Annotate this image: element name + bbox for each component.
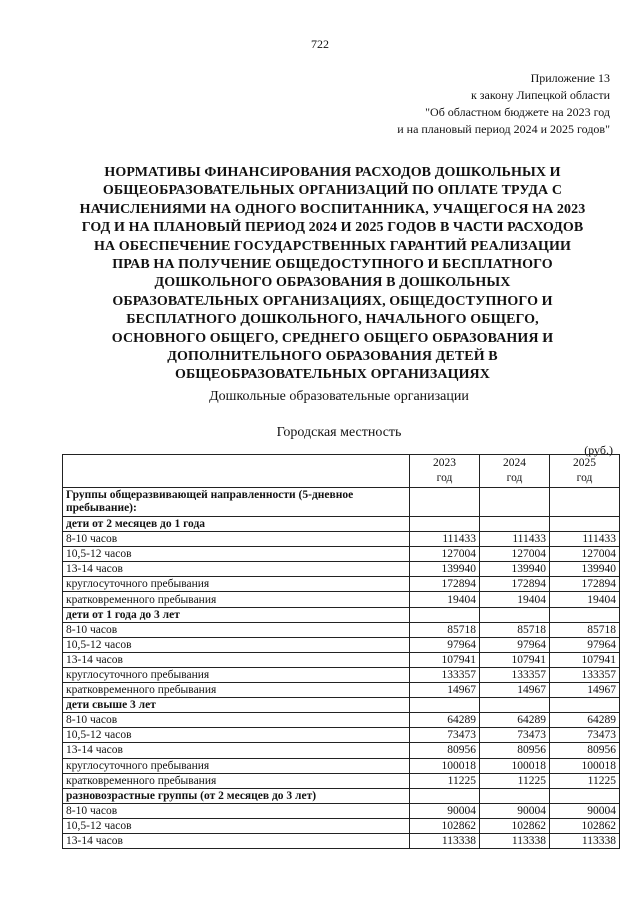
empty-cell [410, 788, 480, 803]
empty-cell [480, 517, 550, 532]
value-cell-2023: 97964 [410, 637, 480, 652]
value-cell-2023: 139940 [410, 562, 480, 577]
value-cell-2025: 85718 [550, 622, 620, 637]
table-row [63, 622, 620, 637]
document-title [60, 164, 605, 385]
empty-cell [550, 698, 620, 713]
section-title: дети от 2 месяцев до 1 года [63, 517, 410, 532]
value-cell-2025: 107941 [550, 652, 620, 667]
title-line: ОБЩЕОБРАЗОВАТЕЛЬНЫХ ОРГАНИЗАЦИЯХ [175, 367, 490, 383]
table-row [63, 592, 620, 607]
year-value: 2025 [573, 457, 596, 469]
empty-cell [480, 488, 550, 517]
header-year-2023 [410, 455, 480, 488]
empty-cell [410, 607, 480, 622]
value-cell-2024: 11225 [480, 773, 550, 788]
value-cell-2025: 80956 [550, 743, 620, 758]
value-cell-2023: 85718 [410, 622, 480, 637]
value-cell-2023: 19404 [410, 592, 480, 607]
section-title-row [63, 788, 620, 803]
value-cell-2023: 90004 [410, 803, 480, 818]
row-label: 10,5-12 часов [63, 637, 410, 652]
page-number: 722 [311, 37, 329, 51]
value-cell-2024: 85718 [480, 622, 550, 637]
value-cell-2023: 107941 [410, 652, 480, 667]
empty-cell [410, 517, 480, 532]
value-cell-2023: 102862 [410, 818, 480, 833]
group-title-row [63, 488, 620, 517]
value-cell-2023: 11225 [410, 773, 480, 788]
section-title: дети свыше 3 лет [63, 698, 410, 713]
empty-cell [550, 517, 620, 532]
section-title-row [63, 698, 620, 713]
value-cell-2024: 102862 [480, 818, 550, 833]
value-cell-2025: 14967 [550, 683, 620, 698]
section-title: разновозрастные группы (от 2 месяцев до 3 лет) [63, 788, 410, 803]
row-label: 13-14 часов [63, 652, 410, 667]
value-cell-2025: 127004 [550, 547, 620, 562]
value-cell-2023: 111433 [410, 532, 480, 547]
row-label: 8-10 часов [63, 713, 410, 728]
section-title-row [63, 517, 620, 532]
row-label: 8-10 часов [63, 803, 410, 818]
value-cell-2024: 111433 [480, 532, 550, 547]
value-cell-2023: 80956 [410, 743, 480, 758]
row-label: круглосуточного пребывания [63, 667, 410, 682]
value-cell-2024: 139940 [480, 562, 550, 577]
title-line: БЕСПЛАТНОГО ДОШКОЛЬНОГО, НАЧАЛЬНОГО ОБЩЕГО, [126, 312, 539, 328]
title-line: ДОПОЛНИТЕЛЬНОГО ОБРАЗОВАНИЯ ДЕТЕЙ В [167, 349, 498, 365]
title-line: ОБЩЕОБРАЗОВАТЕЛЬНЫХ ОРГАНИЗАЦИЙ ПО ОПЛАТЕ ТРУДА С [102, 183, 563, 199]
header-year-2024 [480, 455, 550, 488]
value-cell-2024: 14967 [480, 683, 550, 698]
row-label: кратковременного пребывания [63, 683, 410, 698]
table-row [63, 637, 620, 652]
value-cell-2025: 113338 [550, 833, 620, 848]
value-cell-2025: 100018 [550, 758, 620, 773]
title-line: НОРМАТИВЫ ФИНАНСИРОВАНИЯ РАСХОДОВ ДОШКОЛЬНЫХ И [104, 165, 561, 180]
empty-cell [550, 488, 620, 517]
section-title-row [63, 607, 620, 622]
title-line: ДОШКОЛЬНОГО ОБРАЗОВАНИЯ В ДОШКОЛЬНЫХ [154, 275, 511, 291]
title-line: НА ОБЕСПЕЧЕНИЕ ГОСУДАРСТВЕННЫХ ГАРАНТИЙ РЕАЛИЗАЦИИ [93, 238, 572, 254]
year-suffix: год [506, 472, 523, 484]
empty-cell [480, 698, 550, 713]
title-line: ГОД И НА ПЛАНОВЫЙ ПЕРИОД 2024 И 2025 ГОДОВ В ЧАСТИ РАСХОДОВ [81, 220, 584, 236]
row-label: круглосуточного пребывания [63, 758, 410, 773]
table-row [63, 532, 620, 547]
table-row [63, 743, 620, 758]
value-cell-2024: 172894 [480, 577, 550, 592]
appendix-line: к закону Липецкой области [470, 88, 610, 102]
value-cell-2025: 172894 [550, 577, 620, 592]
value-cell-2025: 11225 [550, 773, 620, 788]
title-line: ОБРАЗОВАТЕЛЬНЫХ ОРГАНИЗАЦИЯХ, ОБЩЕДОСТУПНОГО И [112, 293, 553, 309]
row-label: кратковременного пребывания [63, 773, 410, 788]
value-cell-2025: 102862 [550, 818, 620, 833]
empty-cell [410, 488, 480, 517]
table-row [63, 652, 620, 667]
value-cell-2023: 113338 [410, 833, 480, 848]
table-row [63, 577, 620, 592]
table-row [63, 713, 620, 728]
title-line: ПРАВ НА ПОЛУЧЕНИЕ ОБЩЕДОСТУПНОГО И БЕСПЛАТНОГО [112, 257, 553, 273]
empty-cell [410, 698, 480, 713]
value-cell-2025: 90004 [550, 803, 620, 818]
value-cell-2023: 100018 [410, 758, 480, 773]
value-cell-2024: 80956 [480, 743, 550, 758]
area-subtitle: Городская местность [276, 425, 402, 440]
value-cell-2025: 111433 [550, 532, 620, 547]
row-label: круглосуточного пребывания [63, 577, 410, 592]
value-cell-2024: 133357 [480, 667, 550, 682]
row-label: 8-10 часов [63, 622, 410, 637]
row-label: 13-14 часов [63, 743, 410, 758]
table-row [63, 818, 620, 833]
table-row [63, 803, 620, 818]
table-row [63, 683, 620, 698]
norms-table [62, 454, 620, 849]
year-suffix: год [576, 472, 593, 484]
value-cell-2025: 73473 [550, 728, 620, 743]
value-cell-2025: 97964 [550, 637, 620, 652]
title-line: НАЧИСЛЕНИЯМИ НА ОДНОГО ВОСПИТАННИКА, УЧАЩЕГОСЯ НА 2023 [79, 201, 586, 217]
value-cell-2025: 139940 [550, 562, 620, 577]
norms-table-body [63, 455, 620, 849]
year-value: 2024 [503, 457, 526, 469]
table-row [63, 758, 620, 773]
empty-cell [550, 788, 620, 803]
empty-cell [550, 607, 620, 622]
appendix-block [397, 70, 610, 138]
value-cell-2023: 127004 [410, 547, 480, 562]
value-cell-2024: 107941 [480, 652, 550, 667]
empty-cell [480, 607, 550, 622]
value-cell-2023: 64289 [410, 713, 480, 728]
row-label: 13-14 часов [63, 833, 410, 848]
year-suffix: год [436, 472, 453, 484]
row-label: 13-14 часов [63, 562, 410, 577]
row-label: 8-10 часов [63, 532, 410, 547]
section-title: дети от 1 года до 3 лет [63, 607, 410, 622]
appendix-line: и на плановый период 2024 и 2025 годов" [397, 122, 610, 136]
row-label: 10,5-12 часов [63, 547, 410, 562]
section-subtitle: Дошкольные образовательные организации [209, 389, 469, 404]
value-cell-2023: 133357 [410, 667, 480, 682]
value-cell-2024: 64289 [480, 713, 550, 728]
table-row [63, 547, 620, 562]
empty-cell [480, 788, 550, 803]
table-header-row [63, 455, 620, 488]
group-title: Группы общеразвивающей направленности (5-дневное пребывание): [63, 488, 410, 517]
year-value: 2023 [433, 457, 456, 469]
unit-label: (руб.) [584, 443, 613, 457]
value-cell-2025: 133357 [550, 667, 620, 682]
row-label: 10,5-12 часов [63, 728, 410, 743]
value-cell-2024: 100018 [480, 758, 550, 773]
header-year-2025 [550, 455, 620, 488]
row-label: кратковременного пребывания [63, 592, 410, 607]
value-cell-2023: 172894 [410, 577, 480, 592]
value-cell-2024: 127004 [480, 547, 550, 562]
value-cell-2025: 19404 [550, 592, 620, 607]
row-label: 10,5-12 часов [63, 818, 410, 833]
value-cell-2024: 73473 [480, 728, 550, 743]
appendix-line: "Об областном бюджете на 2023 год [425, 105, 610, 119]
value-cell-2025: 64289 [550, 713, 620, 728]
value-cell-2024: 19404 [480, 592, 550, 607]
table-row [63, 728, 620, 743]
appendix-line: Приложение 13 [530, 71, 610, 85]
value-cell-2024: 90004 [480, 803, 550, 818]
header-label-cell [63, 455, 410, 488]
table-row [63, 833, 620, 848]
table-row [63, 667, 620, 682]
table-row [63, 773, 620, 788]
table-row [63, 562, 620, 577]
value-cell-2023: 73473 [410, 728, 480, 743]
value-cell-2023: 14967 [410, 683, 480, 698]
value-cell-2024: 113338 [480, 833, 550, 848]
title-line: ОСНОВНОГО ОБЩЕГО, СРЕДНЕГО ОБЩЕГО ОБРАЗОВАНИЯ И [111, 330, 554, 346]
value-cell-2024: 97964 [480, 637, 550, 652]
